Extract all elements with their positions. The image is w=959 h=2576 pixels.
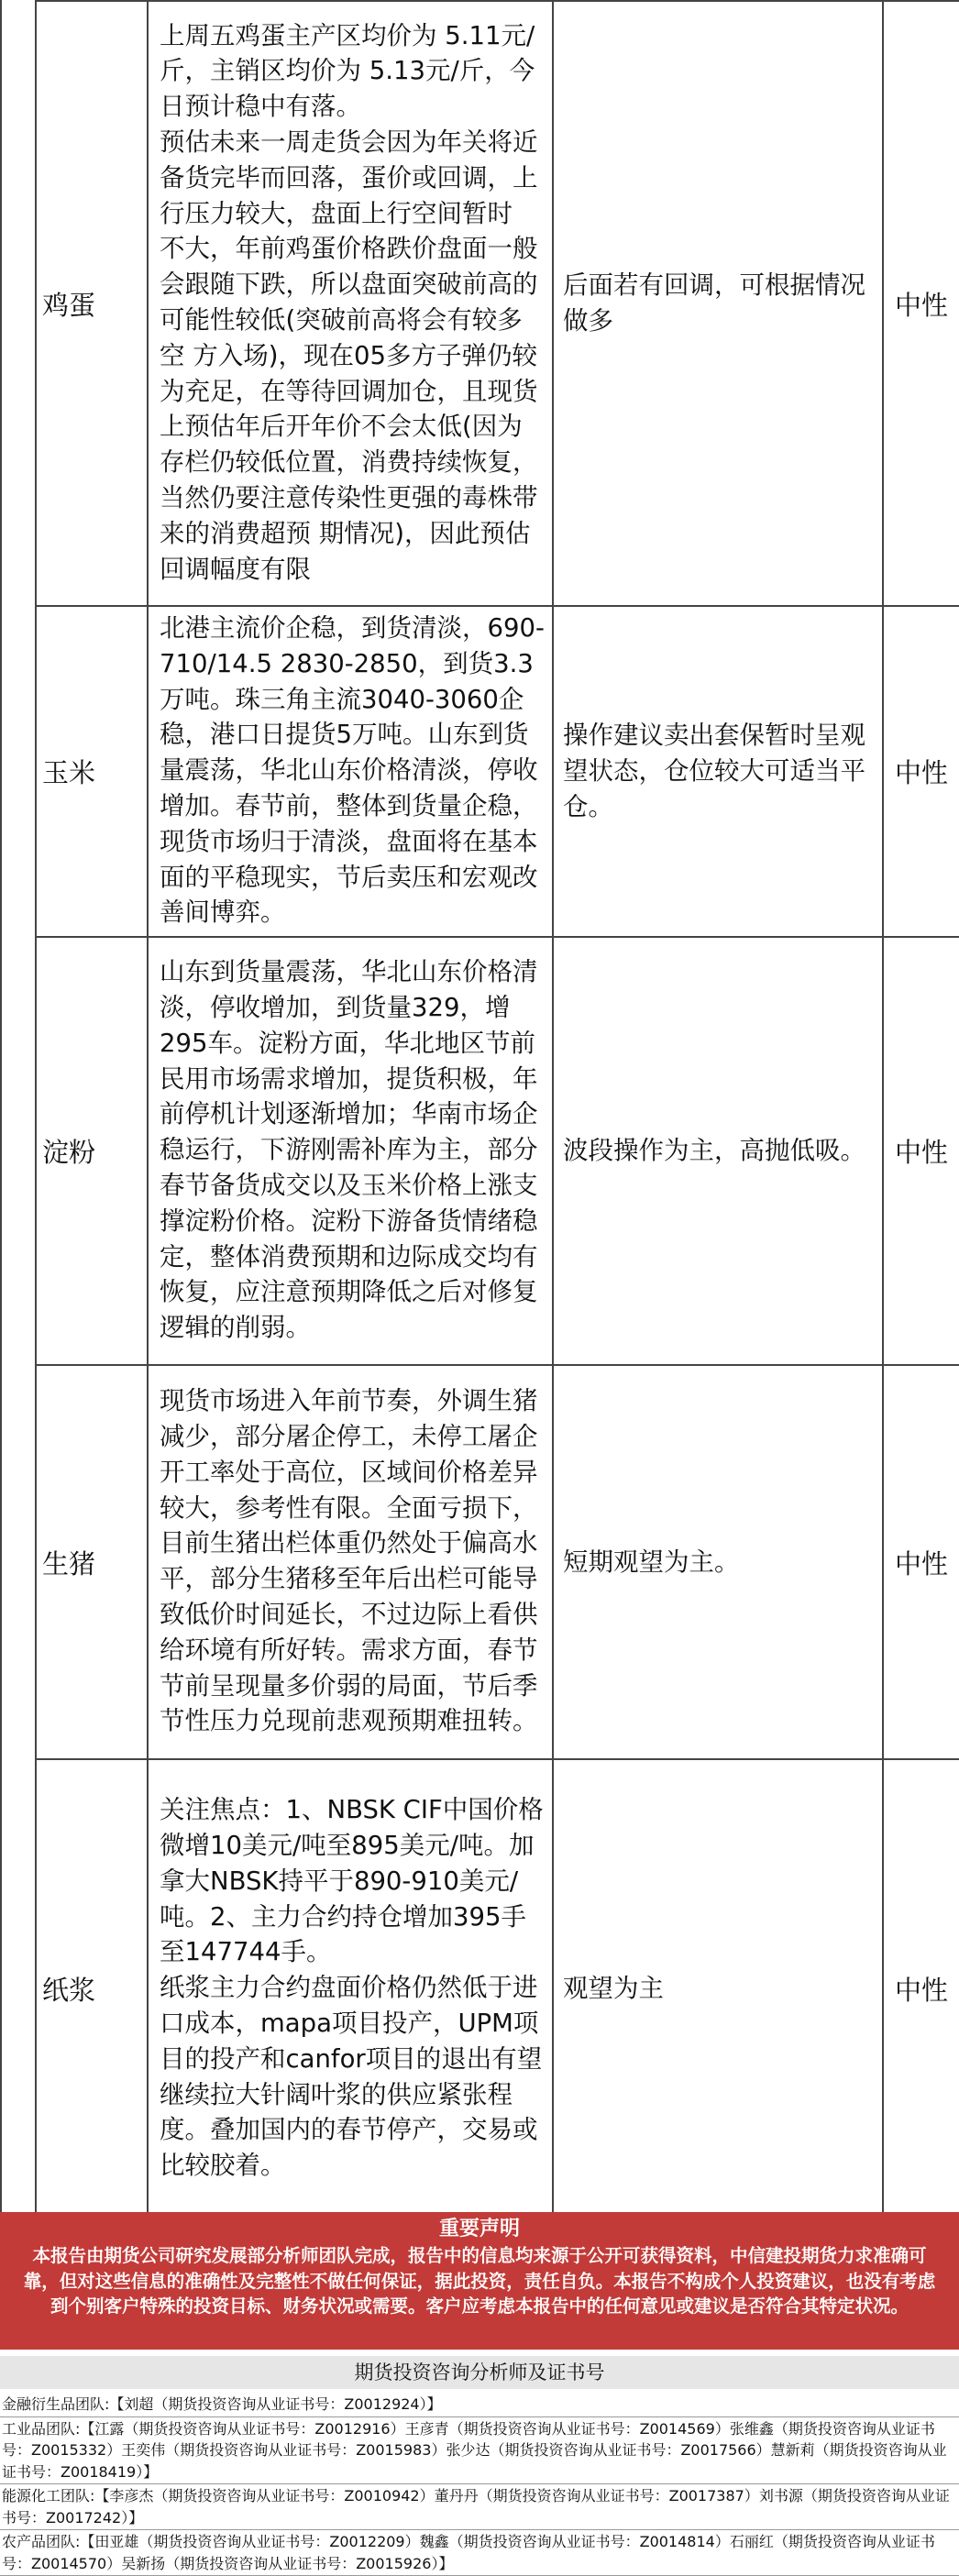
- rating-cell: 中性: [883, 1759, 959, 2218]
- table-row: [36, 1365, 959, 1759]
- analysis-paragraph: 关注焦点：1、NBSK CIF中国价格微增10美元/吨至895美元/吨。加拿大NBSK持平于890-910美元/吨。2、主力合约持仓增加395手至147744手。: [160, 1795, 544, 1967]
- rating-cell: 中性: [883, 606, 959, 937]
- rating-cell: 中性: [883, 1365, 959, 1759]
- analysis-cell: [148, 1365, 553, 1759]
- team-agricultural: 农产品团队:【田亚雄（期货投资咨询从业证书号：Z0012209）魏鑫（期货投资咨询从业证书号：Z0014814）石丽红（期货投资咨询从业证书号：Z0014570）吴新扬（期货投资咨询从业证书号：Z0015926）】: [0, 2530, 959, 2576]
- category-cell: 生猪: [36, 1365, 148, 1759]
- commodity-analysis-table: [35, 0, 959, 2219]
- left-border-rule: [0, 0, 2, 2212]
- suggestion-cell: 操作建议卖出套保暂时呈观望状态，仓位较大可适当平仓。: [553, 606, 883, 937]
- analysis-paragraph: 上周五鸡蛋主产区均价为 5.11元/斤，主销区均价为 5.13元/斤，今日预计稳中有落。: [160, 20, 535, 122]
- analyst-teams: [0, 2393, 959, 2576]
- analysis-paragraph: 纸浆主力合约盘面价格仍然低于进口成本，mapa项目投产，UPM项目的投产和canfor项目的退出有望继续拉大针阔叶浆的供应紧张程度。叠加国内的春节停产，交易或比较胶着。: [160, 1973, 543, 2181]
- analysts-header: 期货投资咨询分析师及证书号: [0, 2356, 959, 2389]
- category-cell: 玉米: [36, 606, 148, 937]
- team-financial-derivatives: 金融衍生品团队:【刘超（期货投资咨询从业证书号：Z0012924）】: [0, 2393, 959, 2417]
- category-cell: 淀粉: [36, 937, 148, 1365]
- analysis-cell: [148, 1759, 553, 2218]
- category-cell: 鸡蛋: [36, 1, 148, 606]
- suggestion-cell: 波段操作为主，高抛低吸。: [553, 937, 883, 1365]
- rating-cell: 中性: [883, 1, 959, 606]
- table-row: [36, 1, 959, 606]
- suggestion-cell: 短期观望为主。: [553, 1365, 883, 1759]
- table-row: [36, 1759, 959, 2218]
- suggestion-cell: 观望为主: [553, 1759, 883, 2218]
- analysis-cell: [148, 606, 553, 937]
- disclaimer-title: 重要声明: [438, 2218, 520, 2240]
- team-energy-chemical: 能源化工团队:【李彦杰（期货投资咨询从业证书号：Z0010942）董丹丹（期货投资咨询从业证书号：Z0017387）刘书源（期货投资咨询从业证书号：Z0017242）】: [0, 2484, 959, 2530]
- important-disclaimer: [0, 2212, 959, 2350]
- category-cell: 纸浆: [36, 1759, 148, 2218]
- rating-cell: 中性: [883, 937, 959, 1365]
- analysis-cell: [148, 937, 553, 1365]
- analysis-paragraph: 山东到货量震荡，华北山东价格清淡，停收增加，到货量329，增295车。淀粉方面，华北地区节前民用市场需求增加，提货积极，年前停机计划逐渐增加；华南市场企稳运行，下游刚需补库为主，部分春节备货成交以及玉米价格上涨支撑淀粉价格。淀粉下游备货情绪稳定，整体消费预期和边际成交均有恢复，应注意预期降低之后对修复逻辑的削弱。: [160, 957, 538, 1343]
- disclaimer-body: 本报告由期货公司研究发展部分析师团队完成，报告中的信息均来源于公开可获得资料，中信建投期货力求准确可靠，但对这些信息的准确性及完整性不做任何保证，据此投资，责任自负。本报告不构成个人投资建议，也没有考虑到个别客户特殊的投资目标、财务状况或需要。客户应考虑本报告中的任何意见或建议是否符合其特定状况。: [23, 2245, 936, 2317]
- analysis-paragraph: 预估未来一周走货会因为年关将近备货完毕而回落，蛋价或回调，上行压力较大，盘面上行空间暂时 不大，年前鸡蛋价格跌价盘面一般会跟随下跌，所以盘面突破前高的可能性较低(突破前高将会有较多空 方入场)，现在05多方子弹仍较为充足，在等待回调加仓，且现货上预估年后开年价不会太低(因为存栏仍较低位置，消费持续恢复，当然仍要注意传染性更强的毒株带来的消费超预 期情况)，因此预估回调幅度有限: [160, 127, 538, 584]
- analysis-paragraph: 现货市场进入年前节奏，外调生猪减少，部分屠企停工，未停工屠企开工率处于高位，区域间价格差异较大，参考性有限。全面亏损下，目前生猪出栏体重仍然处于偏高水平，部分生猪移至年后出栏可能导致低价时间延长，不过边际上看供给环境有所好转。需求方面，春节节前呈现量多价弱的局面，节后季节性压力兑现前悲观预期难扭转。: [160, 1386, 538, 1736]
- analysis-cell: [148, 1, 553, 606]
- suggestion-cell: 后面若有回调，可根据情况做多: [553, 1, 883, 606]
- team-industrial: 工业品团队:【江露（期货投资咨询从业证书号：Z0012916）王彦青（期货投资咨询从业证书号：Z0014569）张维鑫（期货投资咨询从业证书号：Z0015332）王奕伟（期货投资咨询从业证书号：Z0015983）张少达（期货投资咨询从业证书号：Z0017566）慧新莉（期货投资咨询从业证书号：Z0018419）】: [0, 2417, 959, 2485]
- table-row: [36, 606, 959, 937]
- table-row: [36, 937, 959, 1365]
- analysis-paragraph: 北港主流价企稳，到货清淡，690-710/14.5 2830-2850，到货3.3万吨。珠三角主流3040-3060企稳，港口日提货5万吨。山东到货量震荡，华北山东价格清淡，停收增加。春节前，整体到货量企稳，现货市场归于清淡，盘面将在基本面的平稳现实，节后卖压和宏观改善间博弈。: [160, 613, 545, 928]
